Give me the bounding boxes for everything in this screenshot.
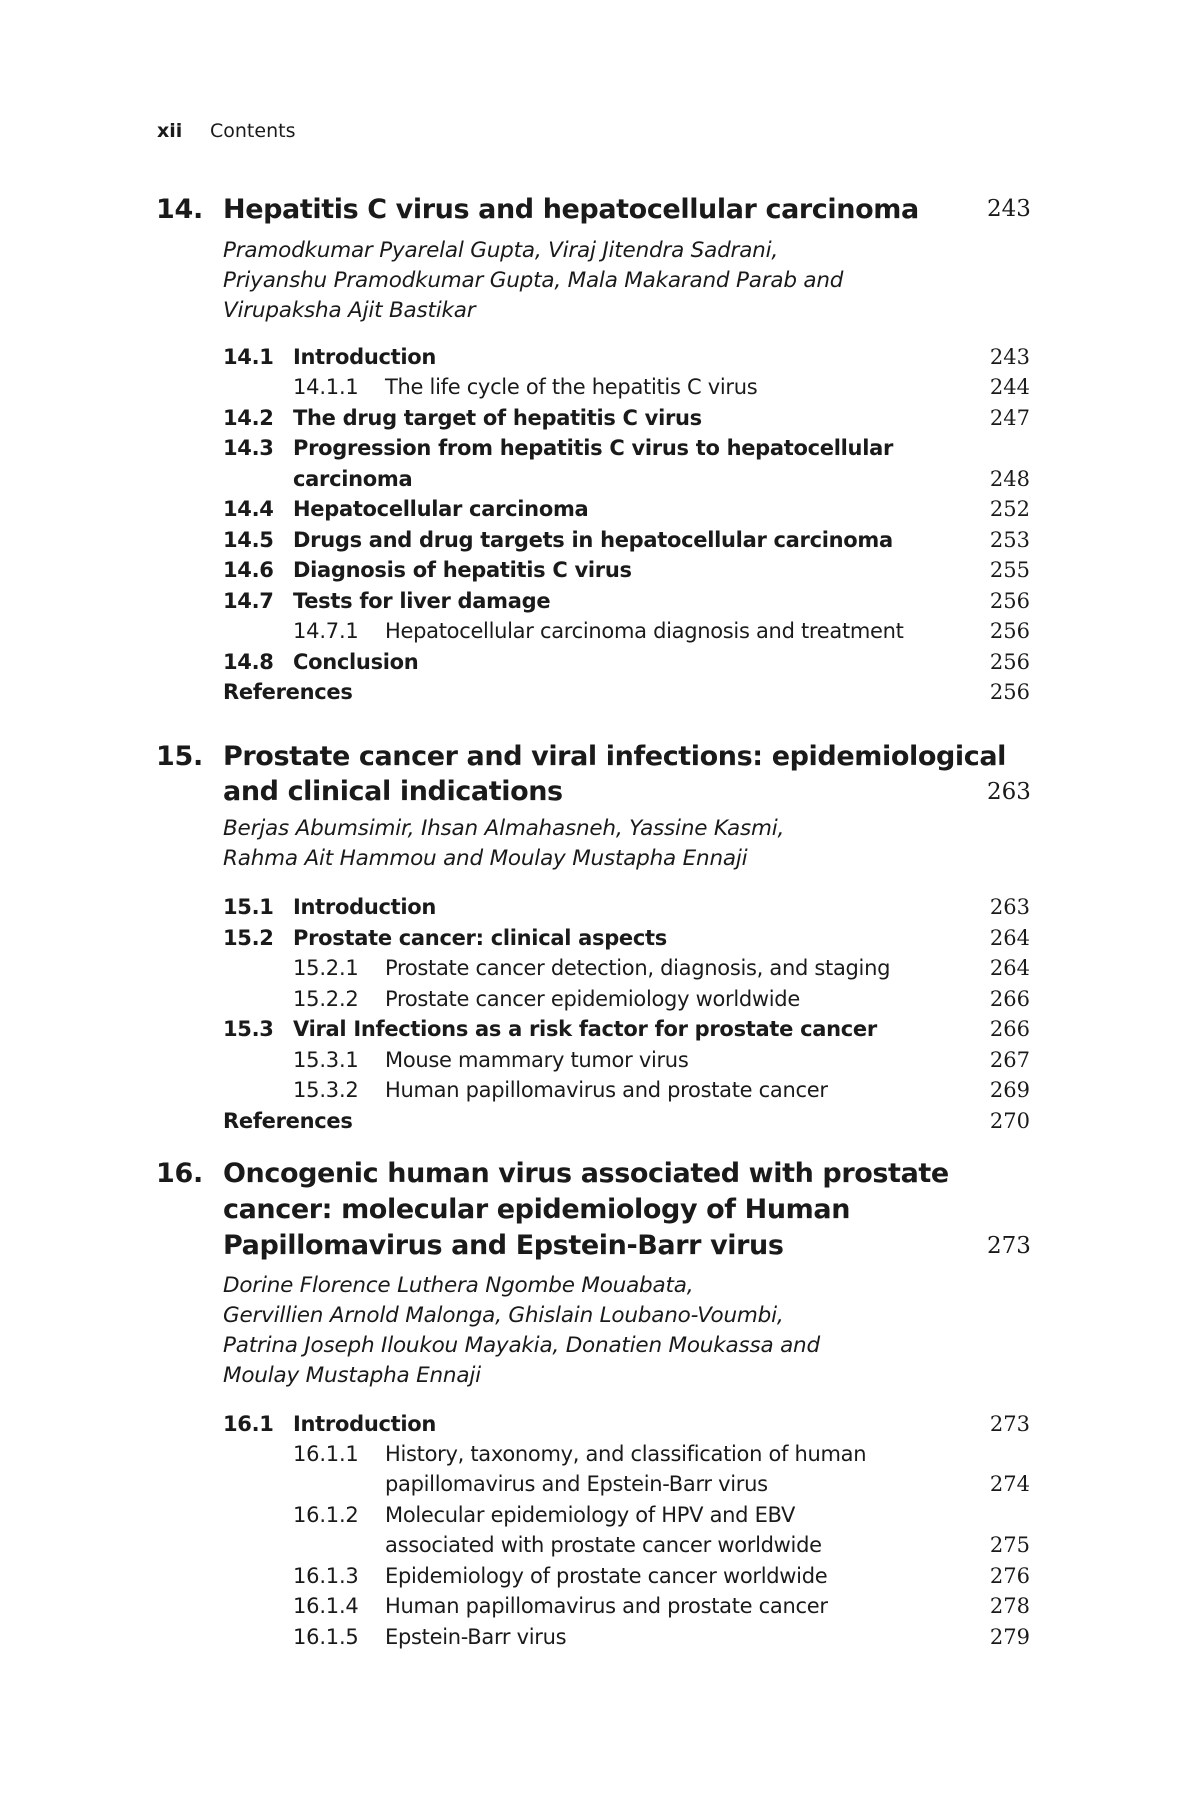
subsection-number: 15.3.1: [293, 1048, 359, 1072]
subsection-page: 264: [989, 956, 1030, 980]
section-title: Drugs and drug targets in hepatocellular carcinoma: [293, 528, 893, 552]
chapter-authors: Virupaksha Ajit Bastikar: [223, 298, 476, 323]
chapter-authors: Rahma Ait Hammou and Moulay Mustapha Ennaji: [223, 846, 748, 871]
section-page: 266: [989, 1017, 1030, 1041]
subsection-number: 14.1.1: [293, 375, 359, 399]
section-title: Hepatocellular carcinoma: [293, 497, 589, 521]
section-page: 273: [989, 1412, 1030, 1436]
subsection-page: 244: [989, 375, 1030, 399]
section-page: 248: [989, 467, 1030, 491]
chapter-authors: Patrina Joseph Iloukou Mayakia, Donatien Moukassa and: [223, 1333, 820, 1358]
subsection-page: 267: [989, 1048, 1030, 1072]
section-title: Progression from hepatitis C virus to hepatocellular: [293, 436, 894, 460]
chapter-authors: Moulay Mustapha Ennaji: [223, 1363, 481, 1388]
chapter-page[interactable]: 243: [987, 196, 1031, 222]
references-title: References: [223, 680, 353, 704]
subsection-number: 14.7.1: [293, 619, 359, 643]
subsection-title: Epstein-Barr virus: [385, 1625, 567, 1649]
subsection-title: Human papillomavirus and prostate cancer: [385, 1078, 828, 1102]
section-title: Viral Infections as a risk factor for prostate cancer: [293, 1017, 877, 1041]
section-number: 14.1: [223, 345, 274, 369]
section-number: 15.1: [223, 895, 274, 919]
section-title: Tests for liver damage: [293, 589, 551, 613]
chapter-number: 16.: [156, 1158, 203, 1189]
subsection-number: 15.2.1: [293, 956, 359, 980]
references-page: 256: [989, 680, 1030, 704]
chapter-title-cont[interactable]: and clinical indications: [223, 776, 563, 807]
section-page: 253: [989, 528, 1030, 552]
subsection-title: Epidemiology of prostate cancer worldwide: [385, 1564, 828, 1588]
subsection-page: 256: [989, 619, 1030, 643]
section-title: Introduction: [293, 895, 437, 919]
section-page: 263: [989, 895, 1030, 919]
section-number: 14.3: [223, 436, 274, 460]
subsection-page: 274: [989, 1472, 1030, 1496]
subsection-title: The life cycle of the hepatitis C virus: [385, 375, 758, 399]
section-number: 14.6: [223, 558, 274, 582]
section-number: 14.4: [223, 497, 274, 521]
subsection-title: Prostate cancer epidemiology worldwide: [385, 987, 800, 1011]
chapter-title[interactable]: Hepatitis C virus and hepatocellular carcinoma: [223, 194, 919, 225]
subsection-title: Molecular epidemiology of HPV and EBV: [385, 1503, 796, 1527]
subsection-page: 275: [989, 1533, 1030, 1557]
section-number: 16.1: [223, 1412, 274, 1436]
section-number: 14.5: [223, 528, 274, 552]
section-title: Prostate cancer: clinical aspects: [293, 926, 667, 950]
chapter-authors: Gervillien Arnold Malonga, Ghislain Loubano-Voumbi,: [223, 1303, 784, 1328]
subsection-number: 16.1.2: [293, 1503, 359, 1527]
section-title: Diagnosis of hepatitis C virus: [293, 558, 632, 582]
subsection-number: 15.3.2: [293, 1078, 359, 1102]
section-page: 256: [989, 589, 1030, 613]
section-title: Introduction: [293, 345, 437, 369]
chapter-authors: Dorine Florence Luthera Ngombe Mouabata,: [223, 1273, 694, 1298]
page-number: xii: [157, 120, 183, 142]
section-number: 15.3: [223, 1017, 274, 1041]
subsection-number: 16.1.1: [293, 1442, 359, 1466]
section-page: 255: [989, 558, 1030, 582]
section-number: 14.8: [223, 650, 274, 674]
chapter-number: 14.: [156, 194, 203, 225]
subsection-page: 269: [989, 1078, 1030, 1102]
chapter-title[interactable]: Oncogenic human virus associated with prostate: [223, 1158, 949, 1189]
section-title: Introduction: [293, 1412, 437, 1436]
chapter-title-cont[interactable]: cancer: molecular epidemiology of Human: [223, 1194, 851, 1225]
section-title: Conclusion: [293, 650, 419, 674]
subsection-title-cont: papillomavirus and Epstein-Barr virus: [385, 1472, 768, 1496]
subsection-number: 16.1.4: [293, 1594, 359, 1618]
running-header-title: Contents: [210, 120, 296, 142]
chapter-title[interactable]: Prostate cancer and viral infections: epidemiological: [223, 741, 1007, 772]
section-page: 252: [989, 497, 1030, 521]
section-page: 243: [989, 345, 1030, 369]
subsection-number: 16.1.3: [293, 1564, 359, 1588]
section-page: 247: [989, 406, 1030, 430]
chapter-authors: Priyanshu Pramodkumar Gupta, Mala Makarand Parab and: [223, 268, 844, 293]
references-title: References: [223, 1109, 353, 1133]
subsection-title: Prostate cancer detection, diagnosis, and staging: [385, 956, 891, 980]
subsection-title: Hepatocellular carcinoma diagnosis and treatment: [385, 619, 904, 643]
chapter-page[interactable]: 263: [987, 779, 1031, 805]
subsection-number: 16.1.5: [293, 1625, 359, 1649]
chapter-number: 15.: [156, 741, 203, 772]
subsection-title: Mouse mammary tumor virus: [385, 1048, 689, 1072]
section-title-cont: carcinoma: [293, 467, 413, 491]
section-page: 256: [989, 650, 1030, 674]
subsection-number: 15.2.2: [293, 987, 359, 1011]
chapter-page[interactable]: 273: [987, 1233, 1031, 1259]
subsection-title: Human papillomavirus and prostate cancer: [385, 1594, 828, 1618]
subsection-page: 276: [989, 1564, 1030, 1588]
subsection-page: 278: [989, 1594, 1030, 1618]
section-page: 264: [989, 926, 1030, 950]
section-title: The drug target of hepatitis C virus: [293, 406, 702, 430]
section-number: 14.2: [223, 406, 274, 430]
subsection-page: 279: [989, 1625, 1030, 1649]
references-page: 270: [989, 1109, 1030, 1133]
section-number: 14.7: [223, 589, 274, 613]
subsection-page: 266: [989, 987, 1030, 1011]
chapter-authors: Berjas Abumsimir, Ihsan Almahasneh, Yassine Kasmi,: [223, 816, 785, 841]
subsection-title-cont: associated with prostate cancer worldwide: [385, 1533, 822, 1557]
subsection-title: History, taxonomy, and classification of human: [385, 1442, 867, 1466]
chapter-title-cont[interactable]: Papillomavirus and Epstein-Barr virus: [223, 1230, 784, 1261]
chapter-authors: Pramodkumar Pyarelal Gupta, Viraj Jitendra Sadrani,: [223, 238, 779, 263]
section-number: 15.2: [223, 926, 274, 950]
